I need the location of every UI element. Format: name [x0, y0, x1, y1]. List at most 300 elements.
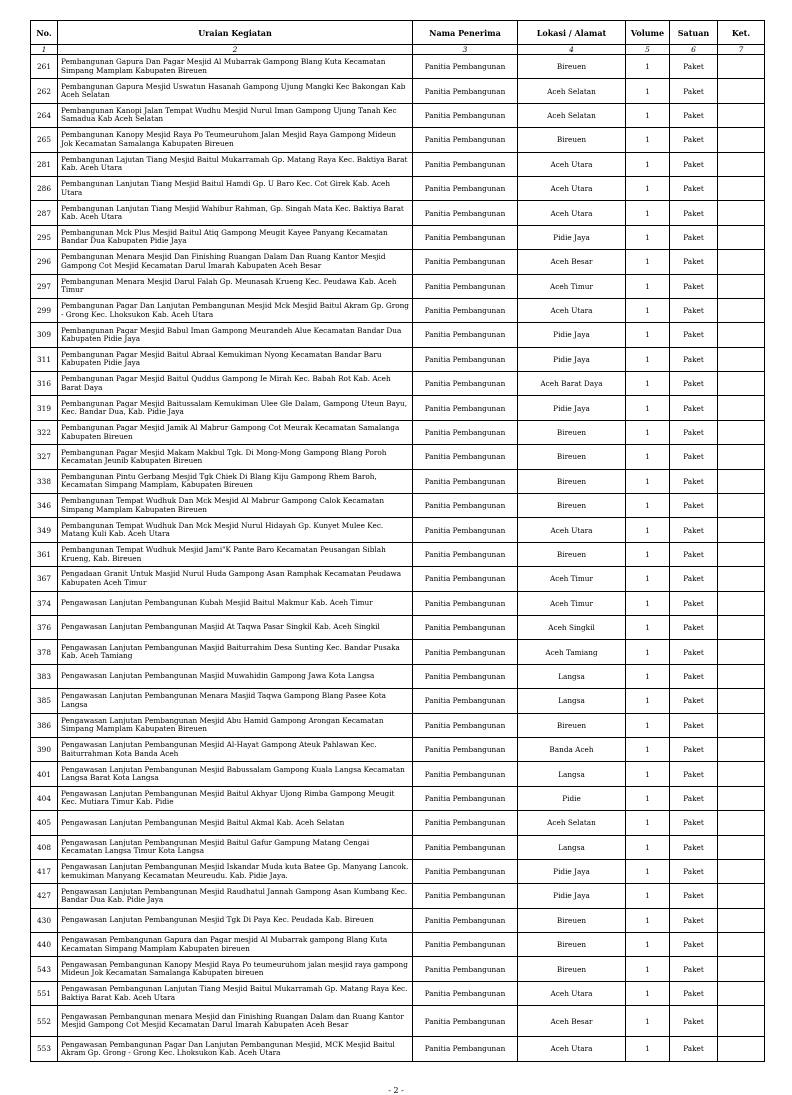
- row-number: 287: [31, 201, 58, 225]
- row-unit: Paket: [670, 615, 718, 639]
- row-recipient: Panitia Pembangunan: [413, 1037, 518, 1061]
- row-recipient: Panitia Pembangunan: [413, 396, 518, 420]
- row-number: 383: [31, 664, 58, 688]
- row-volume: 1: [626, 396, 670, 420]
- table-row: [31, 250, 765, 274]
- row-recipient: Panitia Pembangunan: [413, 201, 518, 225]
- row-recipient: Panitia Pembangunan: [413, 152, 518, 176]
- row-unit: Paket: [670, 445, 718, 469]
- table-row: [31, 445, 765, 469]
- header-nama-penerima: Nama Penerima: [413, 21, 518, 45]
- row-unit: Paket: [670, 981, 718, 1005]
- row-description: Pembangunan Mck Plus Mesjid Baitul Atiq Gampong Meugit Kayee Panyang Kecamatan Bandar Dua Kabupaten Pidie Jaya: [58, 225, 413, 249]
- row-volume: 1: [626, 347, 670, 371]
- row-location: Bireuen: [518, 55, 626, 79]
- row-unit: Paket: [670, 323, 718, 347]
- row-location: Bireuen: [518, 420, 626, 444]
- row-number: 401: [31, 762, 58, 786]
- row-number: 374: [31, 591, 58, 615]
- row-unit: Paket: [670, 298, 718, 322]
- row-unit: Paket: [670, 274, 718, 298]
- row-recipient: Panitia Pembangunan: [413, 713, 518, 737]
- row-volume: 1: [626, 737, 670, 761]
- table-row: [31, 835, 765, 859]
- row-unit: Paket: [670, 908, 718, 932]
- row-description: Pengawasan Lanjutan Pembangunan Mesjid Baitul Akhyar Ujong Rimba Gampong Meugit Kec. Mutiara Timur Kab. Pidie: [58, 786, 413, 810]
- row-number: 404: [31, 786, 58, 810]
- row-description: Pengawasan Lanjutan Pembangunan Mesjid Babussalam Gampong Kuala Langsa Kecamatan Langsa Barat Kota Langsa: [58, 762, 413, 786]
- row-number: 281: [31, 152, 58, 176]
- row-number: 262: [31, 79, 58, 103]
- table-row: [31, 957, 765, 981]
- row-recipient: Panitia Pembangunan: [413, 518, 518, 542]
- row-volume: 1: [626, 859, 670, 883]
- row-number: 338: [31, 469, 58, 493]
- row-volume: 1: [626, 762, 670, 786]
- row-location: Bireuen: [518, 542, 626, 566]
- row-recipient: Panitia Pembangunan: [413, 615, 518, 639]
- row-location: Aceh Utara: [518, 981, 626, 1005]
- row-description: Pembangunan Pintu Gerbang Mesjid Tgk Chiek Di Blang Kiju Gampong Rhem Baroh, Kecamatan Simpang Mamplam, Kabupaten Bireuen: [58, 469, 413, 493]
- row-unit: Paket: [670, 737, 718, 761]
- row-unit: Paket: [670, 811, 718, 835]
- row-description: Pembangunan Gapura Mesjid Uswatun Hasanah Gampong Ujung Mangki Kec Bakongan Kab Aceh Selatan: [58, 79, 413, 103]
- row-volume: 1: [626, 957, 670, 981]
- row-recipient: Panitia Pembangunan: [413, 79, 518, 103]
- header-uraian-kegiatan: Uraian Kegiatan: [58, 21, 413, 45]
- table-row: [31, 323, 765, 347]
- row-number: 346: [31, 494, 58, 518]
- header-satuan: Satuan: [670, 21, 718, 45]
- row-volume: 1: [626, 298, 670, 322]
- row-description: Pengawasan Lanjutan Pembangunan Masjid At Taqwa Pasar Singkil Kab. Aceh Singkil: [58, 615, 413, 639]
- row-recipient: Panitia Pembangunan: [413, 640, 518, 664]
- activity-table: [30, 20, 765, 1062]
- row-recipient: Panitia Pembangunan: [413, 372, 518, 396]
- row-description: Pembangunan Pagar Mesjid Jamik Al Mabrur Gampong Cot Meurak Kecamatan Samalanga Kabupaten Bireuen: [58, 420, 413, 444]
- row-volume: 1: [626, 542, 670, 566]
- row-recipient: Panitia Pembangunan: [413, 762, 518, 786]
- row-number: 440: [31, 933, 58, 957]
- row-description: Pembangunan Lanjutan Tiang Mesjid Wahibur Rahman, Gp. Singah Mata Kec. Baktiya Barat Kab. Aceh Utara: [58, 201, 413, 225]
- column-number: 5: [626, 45, 670, 55]
- row-location: Bireuen: [518, 957, 626, 981]
- row-unit: Paket: [670, 225, 718, 249]
- row-location: Aceh Utara: [518, 201, 626, 225]
- row-note: [718, 1037, 765, 1061]
- row-recipient: Panitia Pembangunan: [413, 664, 518, 688]
- row-description: Pengawasan Lanjutan Pembangunan Mesjid Al-Hayat Gampong Ateuk Pahlawan Kec. Baiturrahman Kota Banda Aceh: [58, 737, 413, 761]
- row-location: Langsa: [518, 689, 626, 713]
- row-recipient: Panitia Pembangunan: [413, 469, 518, 493]
- header-ket: Ket.: [718, 21, 765, 45]
- row-recipient: Panitia Pembangunan: [413, 542, 518, 566]
- row-recipient: Panitia Pembangunan: [413, 323, 518, 347]
- row-location: Aceh Besar: [518, 1006, 626, 1037]
- row-number: 376: [31, 615, 58, 639]
- table-row: [31, 518, 765, 542]
- row-unit: Paket: [670, 640, 718, 664]
- row-unit: Paket: [670, 957, 718, 981]
- row-volume: 1: [626, 79, 670, 103]
- table-row: [31, 762, 765, 786]
- row-description: Pembangunan Kanopi Jalan Tempat Wudhu Mesjid Nurul Iman Gampong Ujung Tanah Kec Samadua Kab Aceh Selatan: [58, 103, 413, 127]
- row-volume: 1: [626, 689, 670, 713]
- row-description: Pembangunan Menara Mesjid Dan Finishing Ruangan Dalam Dan Ruang Kantor Mesjid Gampong Cot Mesjid Kecamatan Darul Imarah Kabupaten Aceh Besar: [58, 250, 413, 274]
- row-note: [718, 420, 765, 444]
- row-volume: 1: [626, 713, 670, 737]
- row-unit: Paket: [670, 469, 718, 493]
- row-recipient: Panitia Pembangunan: [413, 835, 518, 859]
- row-unit: Paket: [670, 420, 718, 444]
- row-description: Pembangunan Tempat Wudhuk Dan Mck Mesjid Nurul Hidayah Gp. Kunyet Mulee Kec. Matang Kuli Kab. Aceh Utara: [58, 518, 413, 542]
- row-note: [718, 859, 765, 883]
- row-volume: 1: [626, 201, 670, 225]
- column-number-row: [31, 45, 765, 55]
- row-note: [718, 811, 765, 835]
- row-recipient: Panitia Pembangunan: [413, 957, 518, 981]
- row-number: 311: [31, 347, 58, 371]
- table-row: [31, 152, 765, 176]
- row-description: Pembangunan Pagar Mesjid Baitussalam Kemukiman Ulee Gle Dalam, Gampong Uteun Bayu, Kec. Bandar Dua, Kab. Pidie Jaya: [58, 396, 413, 420]
- row-number: 551: [31, 981, 58, 1005]
- row-recipient: Panitia Pembangunan: [413, 786, 518, 810]
- row-volume: 1: [626, 1006, 670, 1037]
- row-unit: Paket: [670, 518, 718, 542]
- row-description: Pembangunan Pagar Mesjid Babul Iman Gampong Meurandeh Alue Kecamatan Bandar Dua Kabupaten Pidie Jaya: [58, 323, 413, 347]
- header-volume: Volume: [626, 21, 670, 45]
- row-note: [718, 298, 765, 322]
- row-note: [718, 372, 765, 396]
- row-description: Pengawasan Lanjutan Pembangunan Menara Masjid Taqwa Gampong Blang Pasee Kota Langsa: [58, 689, 413, 713]
- row-volume: 1: [626, 811, 670, 835]
- row-volume: 1: [626, 323, 670, 347]
- table-row: [31, 567, 765, 591]
- row-number: 309: [31, 323, 58, 347]
- row-location: Langsa: [518, 835, 626, 859]
- row-location: Banda Aceh: [518, 737, 626, 761]
- row-volume: 1: [626, 128, 670, 152]
- row-note: [718, 469, 765, 493]
- row-number: 552: [31, 1006, 58, 1037]
- row-note: [718, 737, 765, 761]
- row-description: Pembangunan Pagar Dan Lanjutan Pembangunan Mesjid Mck Mesjid Baitul Akram Gp. Grong - Grong Kec. Lhoksukon Kab. Aceh Utara: [58, 298, 413, 322]
- table-row: [31, 884, 765, 908]
- row-location: Aceh Barat Daya: [518, 372, 626, 396]
- row-volume: 1: [626, 225, 670, 249]
- table-row: [31, 542, 765, 566]
- row-number: 319: [31, 396, 58, 420]
- row-unit: Paket: [670, 396, 718, 420]
- row-location: Aceh Timur: [518, 274, 626, 298]
- column-number: 6: [670, 45, 718, 55]
- row-number: 553: [31, 1037, 58, 1061]
- table-row: [31, 786, 765, 810]
- row-note: [718, 1006, 765, 1037]
- table-row: [31, 225, 765, 249]
- table-row: [31, 79, 765, 103]
- row-location: Aceh Tamiang: [518, 640, 626, 664]
- row-description: Pengawasan Pembangunan Pagar Dan Lanjutan Pembangunan Mesjid, MCK Mesjid Baitul Akram Gp. Grong - Grong Kec. Lhoksukon Kab. Aceh Utara: [58, 1037, 413, 1061]
- row-number: 299: [31, 298, 58, 322]
- row-unit: Paket: [670, 835, 718, 859]
- table-row: [31, 811, 765, 835]
- row-description: Pengawasan Lanjutan Pembangunan Kubah Mesjid Baitul Makmur Kab. Aceh Timur: [58, 591, 413, 615]
- row-number: 386: [31, 713, 58, 737]
- table-row: [31, 396, 765, 420]
- row-description: Pembangunan Tempat Wudhuk Dan Mck Mesjid Al Mabrur Gampong Calok Kecamatan Simpang Mamplam Kabupaten Bireuen: [58, 494, 413, 518]
- row-number: 543: [31, 957, 58, 981]
- row-number: 286: [31, 176, 58, 200]
- row-unit: Paket: [670, 713, 718, 737]
- row-description: Pengawasan Lanjutan Pembangunan Mesjid Baitul Gafur Gampung Matang Cengai Kecamatan Langsa Timur Kota Langsa: [58, 835, 413, 859]
- table-row: [31, 859, 765, 883]
- row-volume: 1: [626, 884, 670, 908]
- row-description: Pengawasan Pembangunan Lanjutan Tiang Mesjid Baitul Mukarramah Gp. Matang Raya Kec. Baktiya Barat Kab. Aceh Utara: [58, 981, 413, 1005]
- row-note: [718, 274, 765, 298]
- row-unit: Paket: [670, 103, 718, 127]
- row-location: Pidie Jaya: [518, 884, 626, 908]
- column-number: 4: [518, 45, 626, 55]
- row-number: 390: [31, 737, 58, 761]
- row-number: 316: [31, 372, 58, 396]
- row-volume: 1: [626, 591, 670, 615]
- row-location: Bireuen: [518, 494, 626, 518]
- row-note: [718, 664, 765, 688]
- table-row: [31, 981, 765, 1005]
- table-row: [31, 201, 765, 225]
- row-location: Bireuen: [518, 445, 626, 469]
- row-location: Pidie Jaya: [518, 323, 626, 347]
- row-volume: 1: [626, 786, 670, 810]
- row-description: Pengawasan Lanjutan Pembangunan Mesjid Iskandar Muda kuta Batee Gp. Manyang Lancok. kemukiman Manyang Kecamatan Meureudu. Kab. Pidie Jaya.: [58, 859, 413, 883]
- table-row: [31, 103, 765, 127]
- row-recipient: Panitia Pembangunan: [413, 420, 518, 444]
- row-recipient: Panitia Pembangunan: [413, 494, 518, 518]
- row-location: Aceh Utara: [518, 518, 626, 542]
- row-unit: Paket: [670, 542, 718, 566]
- row-description: Pembangunan Tempat Wudhuk Mesjid Jami"K Pante Baro Kecamatan Peusangan Siblah Krueng, Kab. Bireuen: [58, 542, 413, 566]
- row-location: Bireuen: [518, 469, 626, 493]
- row-volume: 1: [626, 103, 670, 127]
- row-note: [718, 79, 765, 103]
- row-unit: Paket: [670, 372, 718, 396]
- row-unit: Paket: [670, 859, 718, 883]
- row-volume: 1: [626, 835, 670, 859]
- row-unit: Paket: [670, 762, 718, 786]
- row-location: Pidie Jaya: [518, 859, 626, 883]
- table-row: [31, 55, 765, 79]
- row-unit: Paket: [670, 55, 718, 79]
- row-unit: Paket: [670, 347, 718, 371]
- row-recipient: Panitia Pembangunan: [413, 591, 518, 615]
- row-location: Aceh Singkil: [518, 615, 626, 639]
- row-recipient: Panitia Pembangunan: [413, 274, 518, 298]
- row-number: 378: [31, 640, 58, 664]
- row-note: [718, 347, 765, 371]
- row-volume: 1: [626, 274, 670, 298]
- row-note: [718, 176, 765, 200]
- row-note: [718, 981, 765, 1005]
- table-row: [31, 1006, 765, 1037]
- row-volume: 1: [626, 372, 670, 396]
- row-note: [718, 615, 765, 639]
- row-note: [718, 201, 765, 225]
- row-volume: 1: [626, 908, 670, 932]
- table-row: [31, 737, 765, 761]
- row-note: [718, 396, 765, 420]
- table-row: [31, 176, 765, 200]
- row-note: [718, 250, 765, 274]
- row-description: Pembangunan Pagar Mesjid Makam Makbul Tgk. Di Mong-Mong Gampong Blang Poroh Kecamatan Jeunib Kabupaten Bireuen: [58, 445, 413, 469]
- column-number: 7: [718, 45, 765, 55]
- row-volume: 1: [626, 615, 670, 639]
- row-number: 361: [31, 542, 58, 566]
- row-recipient: Panitia Pembangunan: [413, 933, 518, 957]
- row-location: Aceh Utara: [518, 298, 626, 322]
- row-number: 367: [31, 567, 58, 591]
- row-number: 385: [31, 689, 58, 713]
- row-volume: 1: [626, 250, 670, 274]
- table-row: [31, 615, 765, 639]
- header-no: No.: [31, 21, 58, 45]
- row-number: 408: [31, 835, 58, 859]
- row-location: Pidie Jaya: [518, 347, 626, 371]
- row-unit: Paket: [670, 1006, 718, 1037]
- row-note: [718, 957, 765, 981]
- column-number: 1: [31, 45, 58, 55]
- row-note: [718, 518, 765, 542]
- row-volume: 1: [626, 981, 670, 1005]
- row-unit: Paket: [670, 567, 718, 591]
- row-unit: Paket: [670, 786, 718, 810]
- row-unit: Paket: [670, 933, 718, 957]
- row-note: [718, 323, 765, 347]
- row-volume: 1: [626, 567, 670, 591]
- row-recipient: Panitia Pembangunan: [413, 811, 518, 835]
- table-row: [31, 689, 765, 713]
- row-note: [718, 591, 765, 615]
- row-unit: Paket: [670, 591, 718, 615]
- row-unit: Paket: [670, 884, 718, 908]
- row-description: Pengawasan Lanjutan Pembangunan Masjid Muwahidin Gampong Jawa Kota Langsa: [58, 664, 413, 688]
- row-note: [718, 933, 765, 957]
- row-location: Pidie Jaya: [518, 396, 626, 420]
- row-description: Pengawasan Pembangunan Kanopy Mesjid Raya Po teumeuruhom jalan mesjid raya gampong Mideun Jok Kecamatan Samalanga Kabupaten bireuen: [58, 957, 413, 981]
- row-recipient: Panitia Pembangunan: [413, 128, 518, 152]
- row-recipient: Panitia Pembangunan: [413, 567, 518, 591]
- row-location: Bireuen: [518, 713, 626, 737]
- row-location: Aceh Selatan: [518, 103, 626, 127]
- row-description: Pengawasan Lanjutan Pembangunan Mesjid Abu Hamid Gampong Arongan Kecamatan Simpang Mamplam Kabupaten Bireuen: [58, 713, 413, 737]
- table-row: [31, 664, 765, 688]
- row-description: Pengawasan Lanjutan Pembangunan Mesjid Raudhatul Jannah Gampong Asan Kumbang Kec. Bandar Dua Kab. Pidie Jaya: [58, 884, 413, 908]
- row-unit: Paket: [670, 201, 718, 225]
- row-location: Aceh Utara: [518, 1037, 626, 1061]
- row-recipient: Panitia Pembangunan: [413, 859, 518, 883]
- row-location: Aceh Selatan: [518, 811, 626, 835]
- row-note: [718, 128, 765, 152]
- column-number: 2: [58, 45, 413, 55]
- row-note: [718, 55, 765, 79]
- row-description: Pembangunan Menara Mesjid Darul Falah Gp. Meunasah Krueng Kec. Peudawa Kab. Aceh Timur: [58, 274, 413, 298]
- row-description: Pembangunan Lajutan Tiang Mesjid Baitul Mukarramah Gp. Matang Raya Kec. Baktiya Barat Kab. Aceh Utara: [58, 152, 413, 176]
- row-recipient: Panitia Pembangunan: [413, 737, 518, 761]
- row-description: Pengawasan Lanjutan Pembangunan Masjid Baiturrahim Desa Sunting Kec. Bandar Pusaka Kab. Aceh Tamiang: [58, 640, 413, 664]
- row-note: [718, 762, 765, 786]
- row-location: Aceh Timur: [518, 567, 626, 591]
- table-row: [31, 591, 765, 615]
- row-description: Pembangunan Kanopy Mesjid Raya Po Teumeuruhom Jalan Mesjid Raya Gampong Mideun Jok Kecamatan Samalanga Kabupaten Bireuen: [58, 128, 413, 152]
- row-location: Bireuen: [518, 933, 626, 957]
- header-row: [31, 21, 765, 45]
- row-recipient: Panitia Pembangunan: [413, 908, 518, 932]
- row-recipient: Panitia Pembangunan: [413, 445, 518, 469]
- row-description: Pengawasan Pembangunan menara Mesjid dan Finishing Ruangan Dalam dan Ruang Kantor Mesjid Gampong Cot Mesjid Kecamatan Darul Imarah Kabupaten Aceh Besar: [58, 1006, 413, 1037]
- row-number: 405: [31, 811, 58, 835]
- row-unit: Paket: [670, 250, 718, 274]
- row-note: [718, 786, 765, 810]
- row-note: [718, 884, 765, 908]
- row-location: Pidie Jaya: [518, 225, 626, 249]
- row-number: 327: [31, 445, 58, 469]
- row-description: Pembangunan Pagar Mesjid Baitul Abraal Kemukiman Nyong Kecamatan Bandar Baru Kabupaten Pidie Jaya: [58, 347, 413, 371]
- row-note: [718, 152, 765, 176]
- row-location: Aceh Utara: [518, 152, 626, 176]
- row-location: Aceh Besar: [518, 250, 626, 274]
- row-recipient: Panitia Pembangunan: [413, 884, 518, 908]
- table-row: [31, 1037, 765, 1061]
- row-number: 417: [31, 859, 58, 883]
- row-number: 322: [31, 420, 58, 444]
- header-lokasi-alamat: Lokasi / Alamat: [518, 21, 626, 45]
- row-recipient: Panitia Pembangunan: [413, 298, 518, 322]
- row-note: [718, 494, 765, 518]
- row-recipient: Panitia Pembangunan: [413, 981, 518, 1005]
- row-description: Pembangunan Gapura Dan Pagar Mesjid Al Mubarrak Gampong Blang Kuta Kecamatan Simpang Mamplam Kabupaten Bireuen: [58, 55, 413, 79]
- row-volume: 1: [626, 469, 670, 493]
- page-number: - 2 -: [388, 1086, 404, 1095]
- row-description: Pengawasan Lanjutan Pembangunan Mesjid Baitul Akmal Kab. Aceh Selatan: [58, 811, 413, 835]
- row-recipient: Panitia Pembangunan: [413, 689, 518, 713]
- row-unit: Paket: [670, 152, 718, 176]
- row-unit: Paket: [670, 176, 718, 200]
- row-unit: Paket: [670, 689, 718, 713]
- row-recipient: Panitia Pembangunan: [413, 176, 518, 200]
- row-note: [718, 567, 765, 591]
- row-description: Pengadaan Granit Untuk Masjid Nurul Huda Gampong Asan Ramphak Kecamatan Peudawa Kabupaten Aceh Timur: [58, 567, 413, 591]
- row-note: [718, 445, 765, 469]
- row-recipient: Panitia Pembangunan: [413, 1006, 518, 1037]
- row-note: [718, 908, 765, 932]
- table-row: [31, 298, 765, 322]
- row-volume: 1: [626, 445, 670, 469]
- row-volume: 1: [626, 518, 670, 542]
- row-number: 427: [31, 884, 58, 908]
- table-row: [31, 128, 765, 152]
- row-volume: 1: [626, 1037, 670, 1061]
- row-description: Pembangunan Pagar Mesjid Baitul Quddus Gampong Ie Mirah Kec. Babah Rot Kab. Aceh Barat Daya: [58, 372, 413, 396]
- table-row: [31, 933, 765, 957]
- row-location: Langsa: [518, 664, 626, 688]
- table-row: [31, 420, 765, 444]
- table-row: [31, 469, 765, 493]
- row-location: Aceh Selatan: [518, 79, 626, 103]
- table-row: [31, 640, 765, 664]
- row-number: 265: [31, 128, 58, 152]
- row-volume: 1: [626, 494, 670, 518]
- row-note: [718, 689, 765, 713]
